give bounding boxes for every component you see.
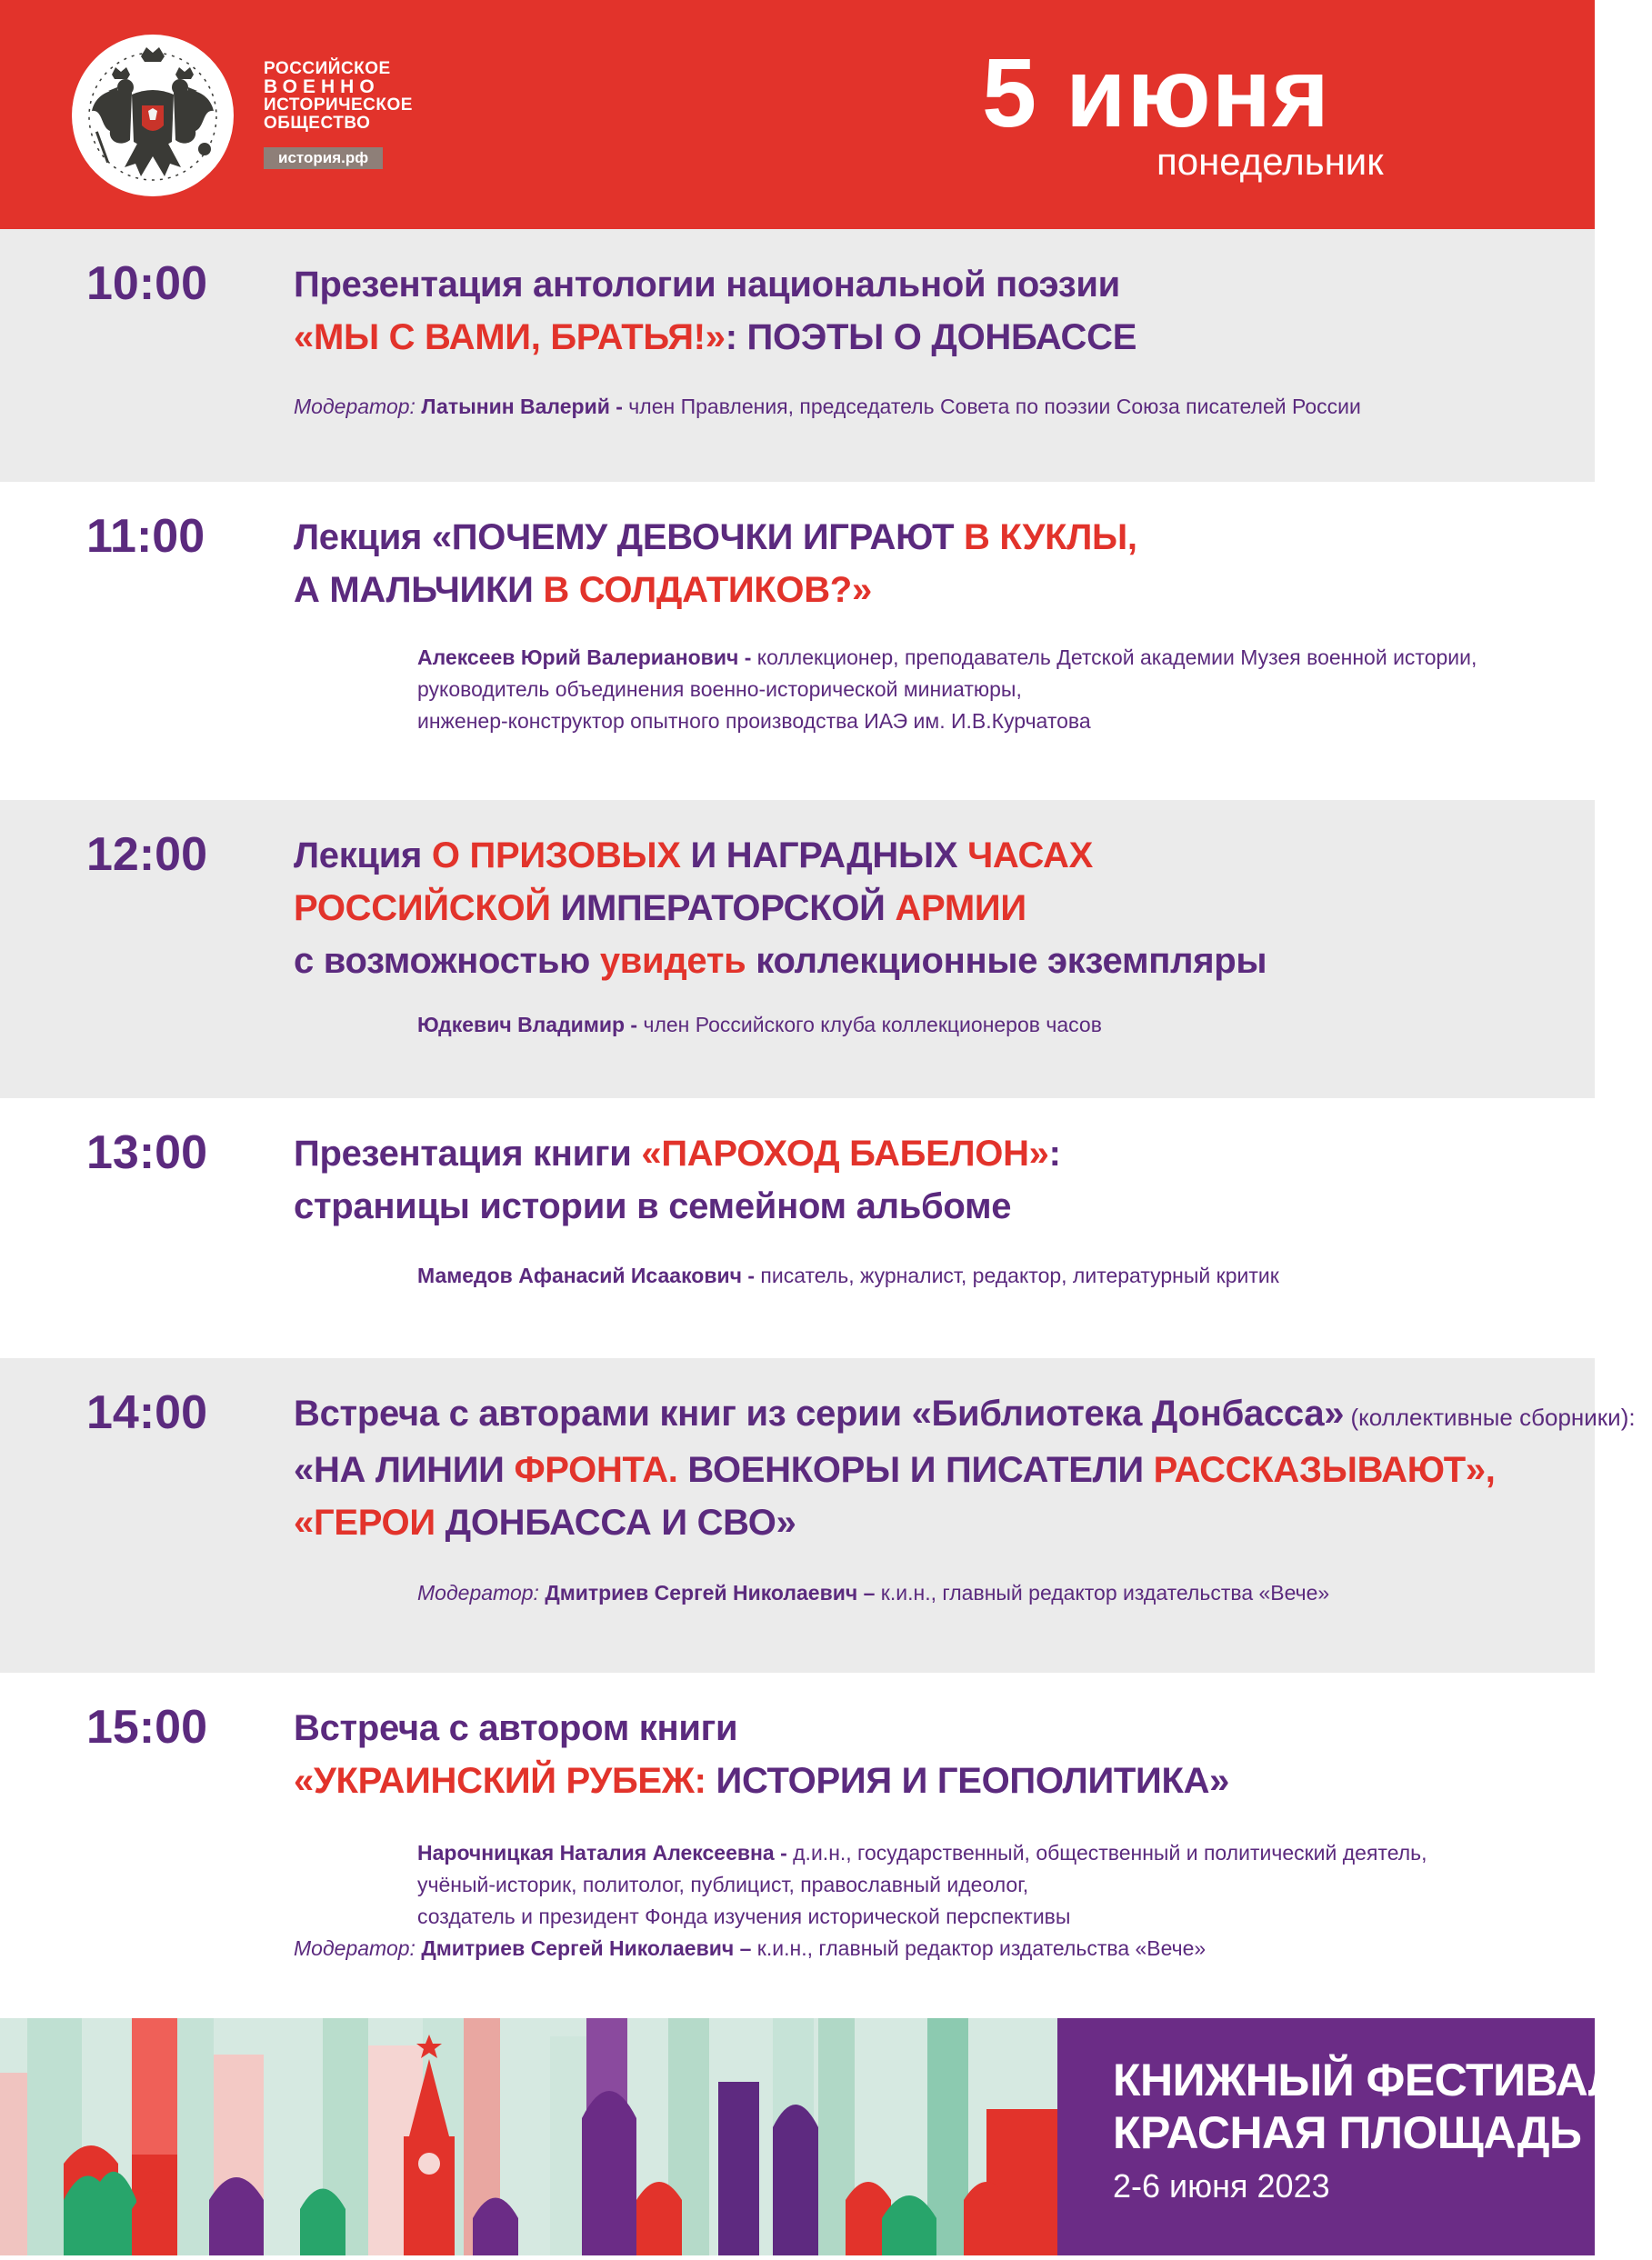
moderator-label: Модератор: bbox=[294, 395, 416, 418]
event-title-segment: : ПОЭТЫ О ДОНБАССЕ bbox=[725, 317, 1137, 357]
event-title-line bbox=[294, 1127, 1061, 1180]
festival-panel bbox=[1057, 2018, 1652, 2255]
event-title-line bbox=[294, 1180, 1061, 1233]
event-title-segment: коллекционные экземпляры bbox=[746, 941, 1267, 981]
event-participants bbox=[294, 391, 1361, 423]
event-title bbox=[294, 829, 1267, 987]
org-line-1: РОССИЙСКОЕ bbox=[264, 59, 391, 78]
schedule-row bbox=[0, 1358, 1636, 1673]
participant-description: инженер-конструктор опытного производства ИАЭ им. И.В.Курчатова bbox=[417, 709, 1091, 733]
event-title-line bbox=[294, 258, 1136, 311]
participant-description: к.и.н., главный редактор издательства «Вече» bbox=[875, 1581, 1330, 1605]
event-title bbox=[294, 511, 1137, 616]
event-time: 11:00 bbox=[86, 510, 205, 563]
participant-description: создатель и президент Фонда изучения исторической перспективы bbox=[417, 1905, 1071, 1928]
participant-line bbox=[294, 1260, 1279, 1292]
event-title-segment: А МАЛЬЧИКИ bbox=[294, 570, 544, 610]
event-title-segment: «УКРАИНСКИЙ РУБЕЖ: bbox=[294, 1761, 706, 1801]
participant-name: Нарочницкая Наталия Алексеевна - bbox=[417, 1841, 787, 1865]
event-title-line bbox=[294, 511, 1137, 564]
event-title-line bbox=[294, 1387, 1636, 1444]
event-title-segment: «ПАРОХОД БАБЕЛОН» bbox=[641, 1134, 1049, 1174]
participant-line bbox=[294, 1933, 1427, 1965]
event-title-segment: Встреча с автором книги bbox=[294, 1708, 738, 1748]
event-title-segment: ЧАСАХ bbox=[967, 835, 1094, 875]
event-participants bbox=[294, 1260, 1279, 1292]
schedule-row bbox=[0, 1673, 1595, 2018]
event-title-segment: ФРОНТА. bbox=[514, 1450, 678, 1490]
event-title-segment: И НАГРАДНЫХ bbox=[680, 835, 968, 875]
moderator-label: Модератор: bbox=[294, 1936, 416, 1960]
participant-description: член Правления, председатель Совета по поэзии Союза писателей России bbox=[622, 395, 1361, 418]
festival-dates: 2-6 июня 2023 bbox=[1113, 2167, 1330, 2205]
event-title-segment: «МЫ С ВАМИ, БРАТЬЯ!» bbox=[294, 317, 726, 357]
event-title-segment: Лекция «ПОЧЕМУ ДЕВОЧКИ ИГРАЮТ bbox=[294, 517, 965, 557]
participant-line bbox=[294, 1869, 1427, 1901]
event-title-segment: РАССКАЗЫВАЮТ», bbox=[1153, 1450, 1496, 1490]
event-participants bbox=[294, 1009, 1102, 1041]
event-title-segment: «НА ЛИНИИ bbox=[294, 1450, 515, 1490]
org-line-2: ВОЕННО bbox=[264, 76, 380, 97]
event-title-segment: О ПРИЗОВЫХ bbox=[431, 835, 681, 875]
participant-description: к.и.н., главный редактор издательства «Вече» bbox=[751, 1936, 1206, 1960]
participant-line bbox=[294, 1009, 1102, 1041]
event-title bbox=[294, 1127, 1061, 1233]
event-title-segment: Презентация антологии национальной поэзии bbox=[294, 265, 1120, 305]
participant-line bbox=[294, 642, 1477, 674]
event-title bbox=[294, 1387, 1636, 1549]
participant-line bbox=[294, 674, 1477, 705]
event-title-segment: Встреча с авторами книг из серии «Библиотека Донбасса» bbox=[294, 1394, 1345, 1434]
event-time: 15:00 bbox=[86, 1701, 207, 1754]
event-time: 14:00 bbox=[86, 1386, 207, 1439]
participant-description: учёный-историк, политолог, публицист, православный идеолог, bbox=[417, 1873, 1029, 1896]
org-line-3: ИСТОРИЧЕСКОЕ bbox=[264, 95, 413, 115]
footer bbox=[0, 2018, 1652, 2255]
festival-title-line-2: КРАСНАЯ ПЛОЩАДЬ bbox=[1113, 2107, 1582, 2158]
event-title-line bbox=[294, 1496, 1636, 1549]
event-title bbox=[294, 258, 1136, 364]
event-participants bbox=[294, 1837, 1427, 1965]
org-line-4: ОБЩЕСТВО bbox=[264, 114, 371, 133]
event-title-line bbox=[294, 1444, 1636, 1496]
event-title-note: (коллективные сборники): bbox=[1344, 1404, 1636, 1431]
event-title-segment: ДОНБАССА И СВО» bbox=[435, 1503, 796, 1543]
event-participants bbox=[294, 642, 1477, 737]
participant-name: Алексеев Юрий Валерианович - bbox=[417, 645, 752, 669]
event-title-segment: с возможностью bbox=[294, 941, 600, 981]
event-time: 10:00 bbox=[86, 257, 207, 310]
event-title-line bbox=[294, 882, 1267, 935]
participant-description: д.и.н., государственный, общественный и политический деятель, bbox=[786, 1841, 1427, 1865]
event-title-segment: В СОЛДАТИКОВ?» bbox=[543, 570, 872, 610]
schedule-row bbox=[0, 229, 1595, 482]
kremlin-skyline-illustration bbox=[0, 2018, 1057, 2255]
participant-line bbox=[294, 705, 1477, 737]
event-title-segment: ИМПЕРАТОРСКОЙ bbox=[550, 888, 896, 928]
schedule-row bbox=[0, 482, 1595, 800]
participant-line bbox=[294, 1577, 1329, 1609]
event-weekday: понедельник bbox=[1156, 140, 1384, 183]
double-headed-eagle-icon bbox=[85, 40, 221, 191]
event-time: 12:00 bbox=[86, 828, 207, 881]
event-title-line bbox=[294, 829, 1267, 882]
event-title-segment: Лекция bbox=[294, 835, 432, 875]
festival-title-line-1: КНИЖНЫЙ ФЕСТИВАЛЬ bbox=[1113, 2055, 1652, 2105]
event-title-segment: увидеть bbox=[599, 941, 746, 981]
event-title-line bbox=[294, 1702, 1229, 1755]
organization-name bbox=[264, 60, 413, 133]
participant-name: Мамедов Афанасий Исаакович - bbox=[417, 1264, 756, 1287]
event-title-line bbox=[294, 1755, 1229, 1807]
event-title-segment: В КУКЛЫ, bbox=[964, 517, 1137, 557]
participant-description: руководитель объединения военно-исторической миниатюры, bbox=[417, 677, 1022, 701]
header bbox=[0, 0, 1595, 229]
event-title-segment: страницы истории в семейном альбоме bbox=[294, 1186, 1012, 1226]
event-title-segment: АРМИИ bbox=[895, 888, 1026, 928]
participant-description: коллекционер, преподаватель Детской академии Музея военной истории, bbox=[751, 645, 1477, 669]
participant-name: Латынин Валерий - bbox=[421, 395, 623, 418]
schedule-row bbox=[0, 800, 1595, 1098]
event-date: 5 июня bbox=[982, 37, 1330, 147]
participant-name: Дмитриев Сергей Николаевич – bbox=[545, 1581, 876, 1605]
participant-description: писатель, журналист, редактор, литературный критик bbox=[755, 1264, 1279, 1287]
event-title bbox=[294, 1702, 1229, 1807]
participant-name: Юдкевич Владимир - bbox=[417, 1013, 638, 1036]
event-title-segment: ИСТОРИЯ И ГЕОПОЛИТИКА» bbox=[706, 1761, 1230, 1801]
organization-site: история.рф bbox=[264, 147, 383, 169]
rvio-logo bbox=[72, 35, 234, 196]
participant-name: Дмитриев Сергей Николаевич – bbox=[421, 1936, 752, 1960]
event-title-segment: «ГЕРОИ bbox=[294, 1503, 436, 1543]
event-title-segment: : bbox=[1048, 1134, 1061, 1174]
event-title-segment: Презентация книги bbox=[294, 1134, 642, 1174]
event-title-line bbox=[294, 564, 1137, 616]
event-title-line bbox=[294, 935, 1267, 987]
participant-line bbox=[294, 1837, 1427, 1869]
schedule-row bbox=[0, 1098, 1595, 1358]
event-participants bbox=[294, 1577, 1329, 1609]
event-time: 13:00 bbox=[86, 1126, 207, 1179]
event-title-line bbox=[294, 311, 1136, 364]
footer-illustration bbox=[0, 2018, 1057, 2255]
participant-line bbox=[294, 1901, 1427, 1933]
participant-line bbox=[294, 391, 1361, 423]
event-title-segment: РОССИЙСКОЙ bbox=[294, 888, 551, 928]
event-title-segment: ВОЕНКОРЫ И ПИСАТЕЛИ bbox=[677, 1450, 1154, 1490]
moderator-label: Модератор: bbox=[417, 1581, 539, 1605]
participant-description: член Российского клуба коллекционеров часов bbox=[637, 1013, 1102, 1036]
